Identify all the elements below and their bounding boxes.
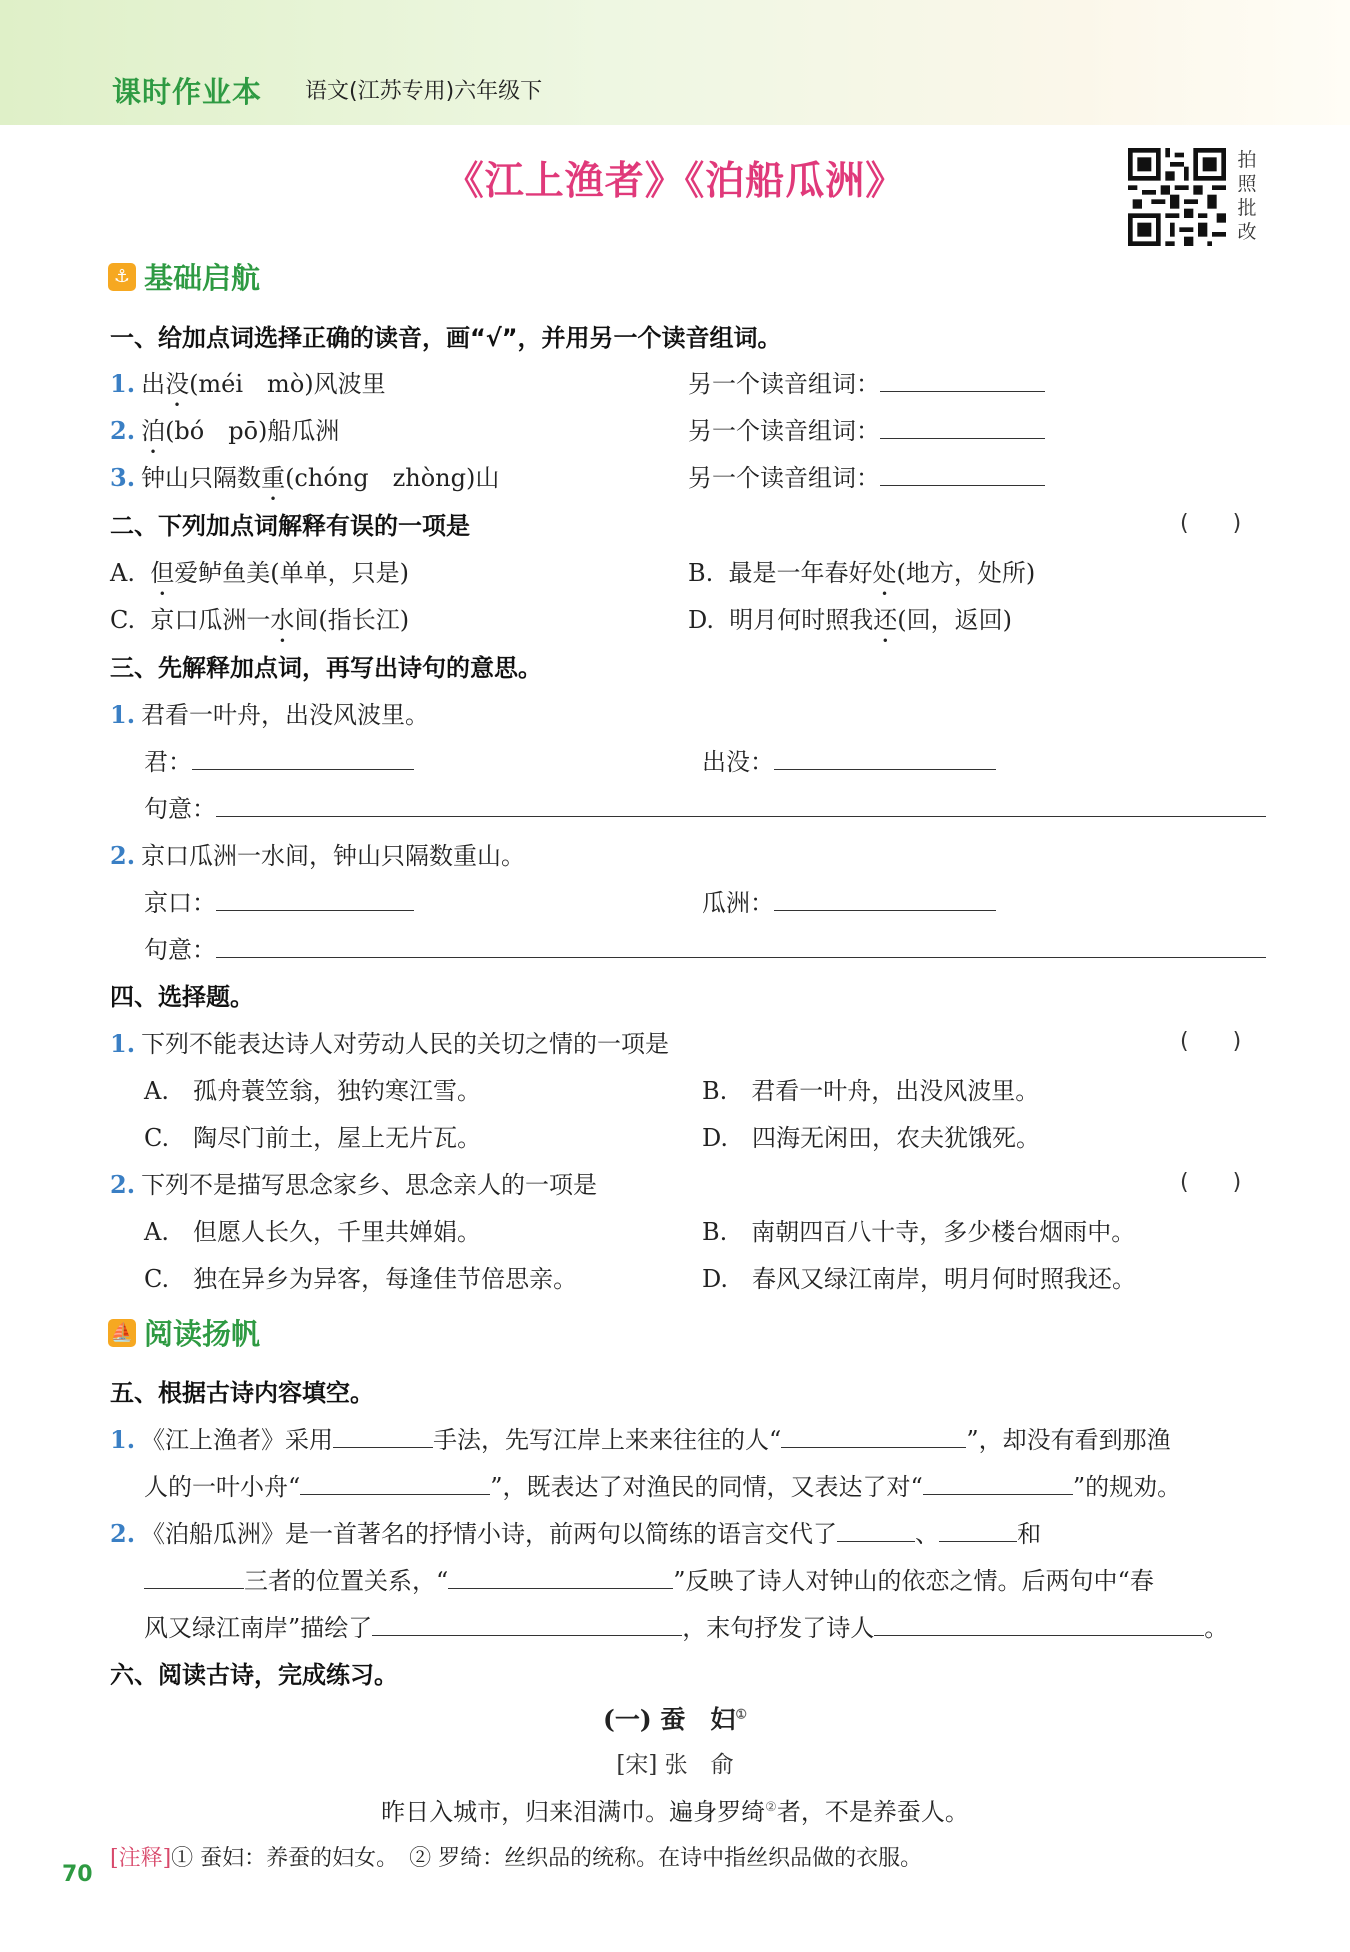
answer-blank[interactable] (216, 935, 1266, 958)
lesson-title: 《江上渔者》《泊船瓜洲》 (444, 159, 906, 204)
answer-blank[interactable] (781, 1425, 966, 1448)
q3-item-2-a: 京口： (144, 883, 414, 918)
answer-blank[interactable] (144, 1566, 244, 1589)
q4-item-2-option-b[interactable]: B. 南朝四百八十寺，多少楼台烟雨中。 (702, 1218, 1136, 1246)
answer-blank[interactable] (874, 1613, 1204, 1636)
q3-item-2-meaning: 句意： (144, 930, 1266, 965)
q3-item-2: 2. 京口瓜洲一水间，钟山只隔数重山。 (110, 841, 526, 870)
q4-item-1-option-b[interactable]: B. 君看一叶舟，出没风波里。 (702, 1077, 1040, 1105)
q1-item-3: 3. 钟山只隔数重(chóng zhòng)山 (110, 463, 500, 492)
section-reading-heading: ⛵ 阅读扬帆 (108, 1312, 260, 1353)
q1-item-2: 2. 泊(bó pō)船瓜洲 (110, 416, 340, 445)
q3-item-1-meaning: 句意： (144, 789, 1266, 824)
book-subtitle: 语文(江苏专用)六年级下 (305, 79, 543, 104)
answer-blank[interactable] (880, 463, 1045, 486)
anchor-icon: ⚓ (108, 263, 136, 291)
answer-blank[interactable] (448, 1566, 673, 1589)
answer-blank[interactable] (837, 1519, 915, 1542)
answer-blank[interactable] (923, 1472, 1073, 1495)
poem-notes: [注释]① 蚕妇：养蚕的妇女。 ② 罗绮：丝织品的统称。在诗中指丝织品做的衣服。 (110, 1846, 923, 1871)
qr-code-icon[interactable] (1128, 148, 1226, 246)
q6-heading: 六、阅读古诗，完成练习。 (110, 1661, 398, 1689)
qr-label: 拍 照 批 改 (1237, 149, 1257, 243)
q4-heading: 四、选择题。 (110, 983, 254, 1011)
sail-icon: ⛵ (108, 1319, 136, 1347)
q4-item-1-option-a[interactable]: A. 孤舟蓑笠翁，独钓寒江雪。 (144, 1077, 481, 1105)
answer-blank[interactable] (300, 1472, 490, 1495)
q2-heading: 二、下列加点词解释有误的一项是 (110, 512, 470, 540)
q4-item-1-option-d[interactable]: D. 四海无闲田，农夫犹饿死。 (702, 1124, 1041, 1152)
q5-p1-line1: 1. 《江上渔者》采用 手法，先写江岸上来来往往的人“ ”，却没有看到那渔 (110, 1425, 1171, 1454)
q1-answer-3: 另一个读音组词： (688, 458, 1045, 493)
page-number: 70 (62, 1862, 93, 1887)
q1-answer-2: 另一个读音组词： (688, 411, 1045, 446)
q3-item-1-a: 君： (144, 742, 414, 777)
q1-item-1: 1. 出没(méi mò)风波里 (110, 369, 386, 398)
answer-blank[interactable] (216, 794, 1266, 817)
poem-title: (一) 蚕 妇① (602, 1705, 748, 1734)
answer-blank[interactable] (372, 1613, 682, 1636)
q3-item-1-b: 出没： (702, 742, 996, 777)
answer-blank[interactable] (774, 747, 996, 770)
answer-blank[interactable] (216, 888, 414, 911)
q2-option-b[interactable]: B. 最是一年春好处(地方，处所) (688, 559, 1036, 587)
q2-option-d[interactable]: D. 明月何时照我还(回，返回) (688, 606, 1013, 634)
answer-paren[interactable]: ( ) (1180, 1170, 1242, 1195)
section-basic-heading: ⚓ 基础启航 (108, 256, 260, 297)
q4-item-1-stem: 1. 下列不能表达诗人对劳动人民的关切之情的一项是 (110, 1029, 670, 1058)
q5-p2-line1: 2. 《泊船瓜洲》是一首著名的抒情小诗，前两句以简练的语言交代了 、 和 (110, 1519, 1042, 1548)
q4-item-2-option-c[interactable]: C. 独在异乡为异客，每逢佳节倍思亲。 (144, 1265, 578, 1293)
q5-p2-line2: 三者的位置关系，“ ”反映了诗人对钟山的依恋之情。后两句中“春 (144, 1561, 1154, 1596)
q4-item-2-stem: 2. 下列不是描写思念家乡、思念亲人的一项是 (110, 1170, 598, 1199)
q4-item-2-option-d[interactable]: D. 春风又绿江南岸，明月何时照我还。 (702, 1265, 1137, 1293)
q1-heading: 一、给加点词选择正确的读音，画“√”，并用另一个读音组词。 (110, 324, 782, 352)
q3-heading: 三、先解释加点词，再写出诗句的意思。 (110, 654, 542, 682)
answer-blank[interactable] (774, 888, 996, 911)
q3-item-2-b: 瓜洲： (702, 883, 996, 918)
q5-p2-line3: 风又绿江南岸”描绘了 ，末句抒发了诗人 。 (144, 1614, 1229, 1642)
page-header (0, 0, 1350, 125)
q2-option-a[interactable]: A. 但爱鲈鱼美(单单，只是) (110, 559, 409, 587)
poem-author: [宋] 张 俞 (616, 1752, 734, 1778)
poem-text: 昨日入城市，归来泪满巾。遍身罗绮②者，不是养蚕人。 (381, 1798, 969, 1826)
q1-answer-1: 另一个读音组词： (688, 364, 1045, 399)
q4-item-1-option-c[interactable]: C. 陶尽门前土，屋上无片瓦。 (144, 1124, 482, 1152)
answer-blank[interactable] (880, 369, 1045, 392)
note-tag: [注释] (110, 1846, 172, 1871)
answer-blank[interactable] (880, 416, 1045, 439)
answer-blank[interactable] (333, 1425, 433, 1448)
q4-item-2-option-a[interactable]: A. 但愿人长久，千里共婵娟。 (144, 1218, 481, 1246)
q5-heading: 五、根据古诗内容填空。 (110, 1379, 374, 1407)
answer-blank[interactable] (939, 1519, 1017, 1542)
q2-option-c[interactable]: C. 京口瓜洲一水间(指长江) (110, 606, 410, 634)
brand-title: 课时作业本 (112, 75, 263, 109)
answer-paren[interactable]: ( ) (1180, 511, 1242, 536)
q3-item-1: 1. 君看一叶舟，出没风波里。 (110, 700, 430, 729)
answer-paren[interactable]: ( ) (1180, 1029, 1242, 1054)
q5-p1-line2: 人的一叶小舟“ ”，既表达了对渔民的同情，又表达了对“ ”的规劝。 (144, 1473, 1182, 1501)
answer-blank[interactable] (192, 747, 414, 770)
